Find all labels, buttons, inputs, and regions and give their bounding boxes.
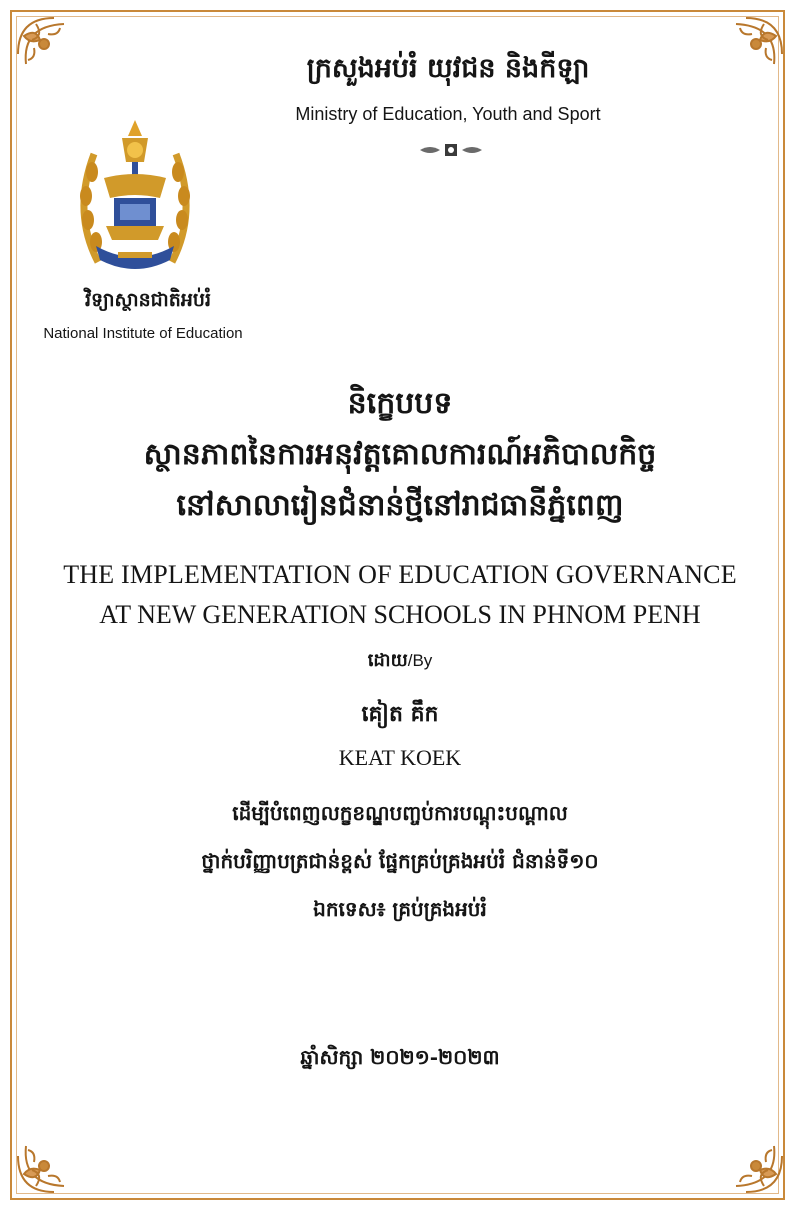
ornamental-divider-icon [418, 140, 484, 160]
thesis-title-english-line2: AT NEW GENERATION SCHOOLS IN PHNOM PENH [99, 600, 701, 629]
corner-ornament-icon [714, 1124, 786, 1196]
by-label-khmer: ដោយ [367, 650, 408, 671]
academic-year: ឆ្នាំសិក្សា ២០២១-២០២៣ [300, 1045, 500, 1069]
purpose-line1: ដើម្បីបំពេញលក្ខខណ្ឌបញ្ចប់ការបណ្តុះបណ្តាល [232, 801, 568, 825]
author-name-english: KEAT KOEK [338, 745, 462, 770]
national-institute-emblem-icon [70, 112, 200, 282]
ministry-name-khmer: ក្រសួងអប់រំ យុវជន និងកីឡា [306, 53, 590, 84]
ministry-name-english: Ministry of Education, Youth and Sport [295, 104, 601, 124]
institute-name-khmer: វិទ្យាស្ថានជាតិអប់រំ [85, 289, 211, 311]
by-label-english: /By [407, 651, 433, 670]
thesis-title-khmer-line2: នៅសាលារៀនជំនាន់ថ្មីនៅរាជធានីភ្នំពេញ [176, 488, 624, 523]
purpose-line3: ឯកទេស៖ គ្រប់គ្រងអប់រំ [313, 897, 487, 921]
purpose-line2: ថ្នាក់បរិញ្ញាបត្រជាន់ខ្ពស់ ផ្នែកគ្រប់គ្រងអប់រំ ជំនាន់ទី១០ [201, 849, 599, 873]
by-line [0, 648, 800, 675]
thesis-title-khmer-line1: ស្ថានភាពនៃការអនុវត្តគោលការណ៍អភិបាលកិច្ច [143, 437, 657, 472]
corner-ornament-icon [714, 14, 786, 86]
corner-ornament-icon [14, 14, 86, 86]
document-type-khmer: និក្ខេបបទ [347, 386, 453, 421]
thesis-title-english-line1: THE IMPLEMENTATION OF EDUCATION GOVERNANCE [63, 560, 737, 589]
corner-ornament-icon [14, 1124, 86, 1196]
author-name-khmer: គៀត គឹក [361, 701, 439, 727]
institute-name-english: National Institute of Education [43, 325, 243, 342]
